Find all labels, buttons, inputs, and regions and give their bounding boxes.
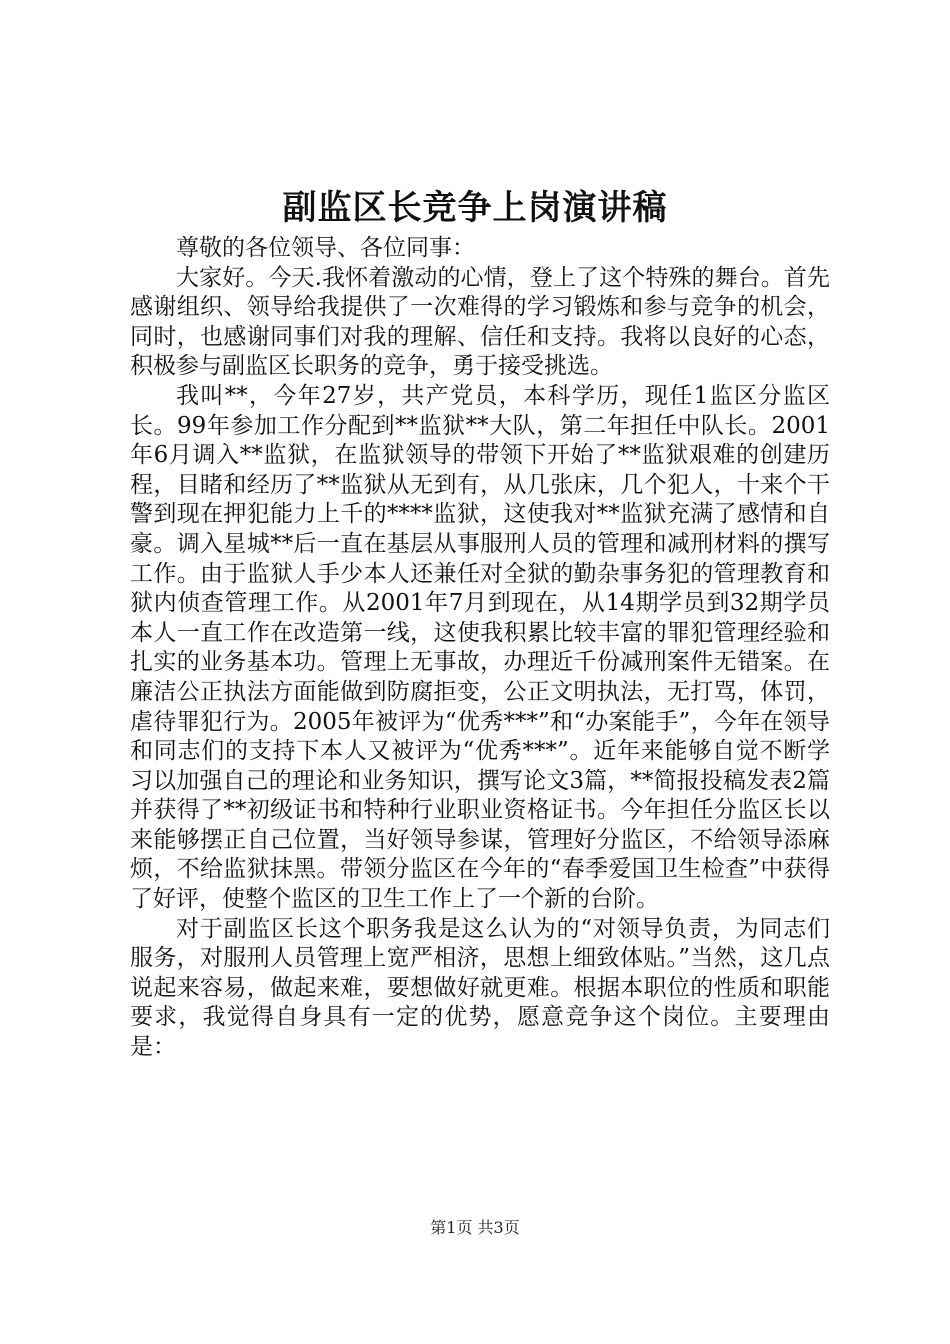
document-body bbox=[130, 234, 830, 1063]
document-title: 副监区长竞争上岗演讲稿 bbox=[282, 188, 668, 228]
page-footer: 第1页 共3页 bbox=[430, 1218, 520, 1237]
body-paragraph: 对于副监区长这个职务我是这么认为的“对领导负责，为同志们服务，对服刑人员管理上宽严相济，思想上细致体贴。”当然，这几点说起来容易，做起来难，要想做好就更难。根据本职位的性质和职能要求，我觉得自身具有一定的优势，愿意竞争这个岗位。主要理由是： bbox=[130, 915, 830, 1061]
salutation-paragraph: 尊敬的各位领导、各位同事： bbox=[176, 235, 475, 261]
body-paragraph: 我叫**，今年27岁，共产党员，本科学历，现任1监区分监区长。99年参加工作分配到**监狱**大队，第二年担任中队长。2001年6月调入**监狱，在监狱领导的带领下开始了**监狱艰难的创建历程，目睹和经历了**监狱从无到有，从几张床，几个犯人，十来个干警到现在押犯能力上千的****监狱，这使我对**监狱充满了感情和自豪。调入星城**后一直在基层从事服刑人员的管理和减刑材料的撰写工作。由于监狱人手少本人还兼任对全狱的勤杂事务犯的管理教育和狱内侦查管理工作。从2001年7月到现在，从14期学员到32期学员本人一直工作在改造第一线，这使我积累比较丰富的罪犯管理经验和扎实的业务基本功。管理上无事故，办理近千份减刑案件无错案。在廉洁公正执法方面能做到防腐拒变，公正文明执法，无打骂，体罚，虐待罪犯行为。2005年被评为“优秀***”和“办案能手”，今年在领导和同志们的支持下本人又被评为“优秀***”。近年来能够自觉不断学习以加强自己的理论和业务知识，撰写论文3篇，**简报投稿发表2篇并获得了**初级证书和特种行业职业资格证书。今年担任分监区长以来能够摆正自己位置，当好领导参谋，管理好分监区，不给领导添麻烦，不给监狱抹黑。带领分监区在今年的“春季爱国卫生检查”中获得了好评，使整个监区的卫生工作上了一个新的台阶。 bbox=[130, 382, 830, 913]
body-paragraph: 大家好。今天.我怀着激动的心情，登上了这个特殊的舞台。首先感谢组织、领导给我提供了一次难得的学习锻炼和参与竞争的机会，同时，也感谢同事们对我的理解、信任和支持。我将以良好的心态，积极参与副监区长职务的竞争，勇于接受挑选。 bbox=[130, 264, 830, 380]
